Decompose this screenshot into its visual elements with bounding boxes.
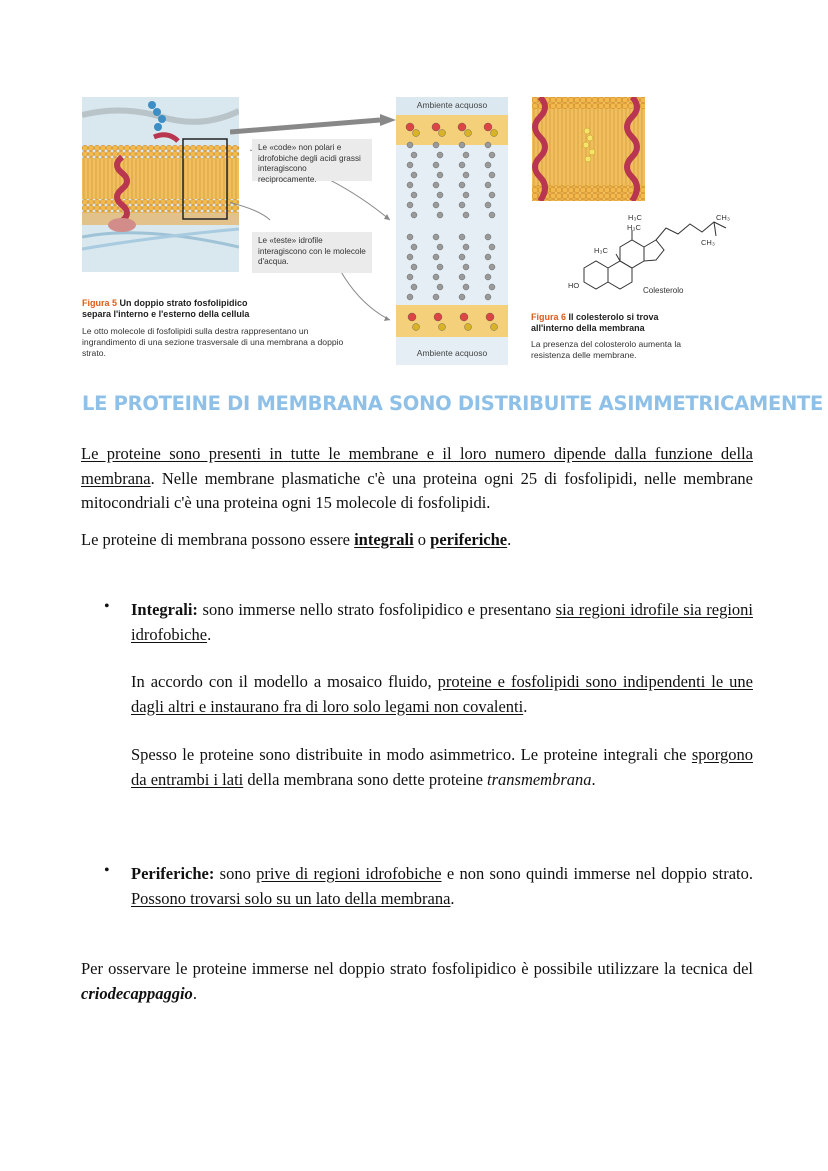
paragraph-text: .: [507, 530, 512, 549]
item-text: .: [523, 696, 528, 716]
figure6-title-2: all'interno della membrana: [531, 323, 645, 333]
item-text: .: [207, 624, 212, 644]
item-text: .: [591, 769, 596, 789]
item-label: Periferiche:: [131, 864, 215, 883]
figure5-title-1: Un doppio strato fosfolipidico: [117, 298, 248, 308]
figure5-caption-body: Le otto molecole di fosfolipidi sulla destra rappresentano un ingrandimento di una sezione trasversale di una membrana a doppio strato.: [82, 326, 344, 359]
chem-label-ch3-2: CH₃: [701, 238, 715, 247]
underlined-phrase: proteine e fosfolipidi sono indipendenti le une dagli altri e instaurano fra di loro solo legami non covalenti: [131, 672, 753, 716]
item-integrali-mosaico: [131, 670, 753, 719]
paragraph-text: Le proteine di membrana possono essere: [81, 530, 355, 549]
item-periferiche: [131, 862, 753, 911]
section-heading: LE PROTEINE DI MEMBRANA SONO DISTRIBUITE ASIMMETRICAMENTE: [82, 392, 824, 415]
underlined-phrase: sporgono da entrambi i lati: [131, 745, 753, 789]
term-periferiche: periferiche: [430, 530, 508, 549]
term-integrali: integrali: [354, 530, 414, 549]
underlined-phrase: Le proteine sono presenti in tutte le membrane e il loro numero dipende dalla funzione della membrana: [81, 444, 753, 488]
figure5-membrane-illustration: [82, 97, 239, 272]
chem-label-h3c-1: H₃C: [628, 213, 642, 222]
bullet-integrali: •: [104, 598, 110, 615]
term-transmembrana: transmembrana: [487, 769, 592, 789]
paragraph-protein-count: [81, 442, 753, 516]
chem-label-h3c-3: H₃C: [594, 246, 608, 255]
underlined-phrase: Possono trovarsi solo su un lato della membrana: [131, 888, 451, 908]
molecule-label: Colesterolo: [643, 286, 684, 295]
item-text: sono immerse nello strato fosfolipidico e presentano: [197, 600, 556, 619]
underlined-phrase: sia regioni idrofile sia regioni idrofobiche: [131, 600, 753, 644]
figure5-title-2: separa l'interno e l'esterno della cellula: [82, 309, 250, 319]
callout-heads: [252, 232, 372, 273]
bullet-periferiche: •: [104, 862, 110, 879]
underlined-phrase: prive di regioni idrofobiche: [256, 864, 442, 883]
figure5-caption-title: [82, 298, 382, 320]
paragraph-criodecappaggio: [81, 957, 753, 1006]
figure6-title-1: Il colesterolo si trova: [566, 312, 659, 322]
paragraph-text: Per osservare le proteine immerse nel doppio strato fosfolipidico è possibile utilizzare la tecnica del: [81, 959, 753, 978]
term-criodecappaggio: criodecappaggio: [81, 983, 193, 1003]
item-text: Spesso le proteine sono distribuite in modo asimmetrico. Le proteine integrali che: [131, 745, 692, 764]
paragraph-text: o: [413, 530, 431, 549]
figure6-membrane-illustration: [532, 97, 645, 201]
ambient-top-label: Ambiente acquoso: [416, 100, 488, 110]
figure6-caption-body: La presenza del colosterolo aumenta la resistenza delle membrane.: [531, 339, 682, 361]
item-text: .: [450, 888, 455, 908]
item-integrali: [131, 598, 753, 647]
callout-tails: [252, 139, 372, 184]
figure5-bilayer-model: [396, 97, 508, 365]
item-text: della membrana sono dette proteine: [243, 769, 488, 789]
chem-label-ch3-1: CH₃: [716, 213, 730, 222]
item-label: Integrali:: [131, 600, 198, 619]
paragraph-text: .: [192, 983, 197, 1003]
chem-label-ho: HO: [568, 281, 580, 290]
figure6-caption-title: [531, 312, 751, 334]
figure5-number: Figura 5: [82, 298, 118, 308]
paragraph-text: . Nelle membrane plasmatiche c'è una proteina ogni 25 di fosfolipidi, nelle membrane mitocondriali c'è una proteina ogni 15 molecole di fosfolipidi.: [81, 468, 753, 512]
figure6-number: Figura 6: [531, 312, 567, 322]
ambient-bottom-label: Ambiente acquoso: [416, 348, 488, 358]
callout-tails-text: Le «code» non polari e idrofobiche degli acidi grassi interagiscono reciprocamente.: [258, 143, 361, 184]
item-text: In accordo con il modello a mosaico fluido,: [131, 672, 438, 691]
paragraph-protein-types: [81, 528, 753, 553]
item-text: e non sono quindi immerse nel doppio strato.: [441, 864, 753, 883]
chem-label-h3c-2: H₃C: [627, 223, 641, 232]
callout-heads-text: Le «teste» idrofile interagiscono con le molecole d'acqua.: [258, 236, 366, 266]
item-integrali-asimmetria: [131, 743, 753, 792]
item-text: sono: [214, 864, 257, 883]
